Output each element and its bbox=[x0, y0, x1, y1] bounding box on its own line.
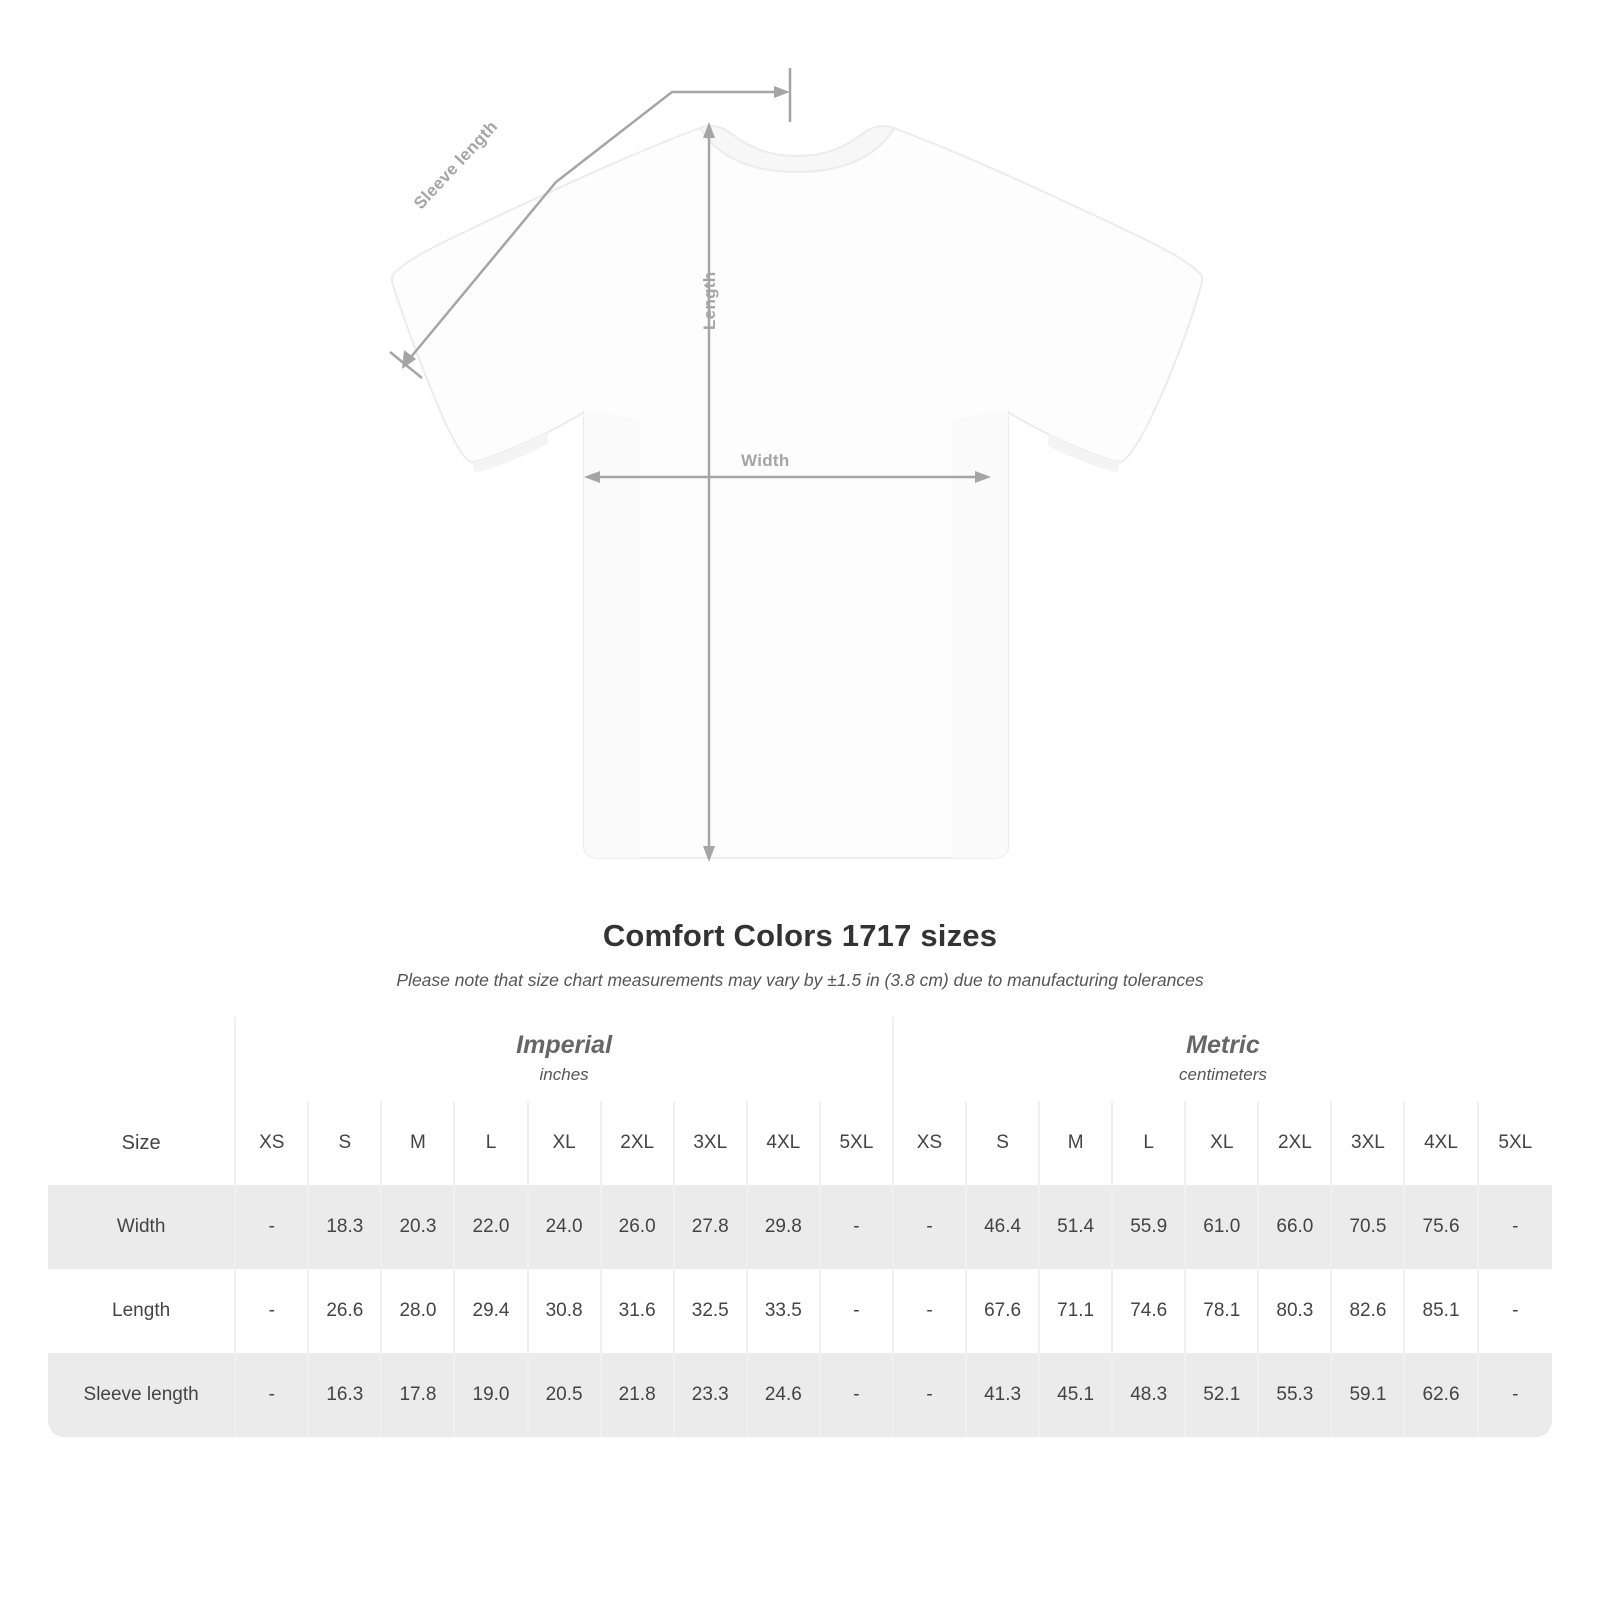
size-header-imperial-l: L bbox=[455, 1101, 528, 1185]
row-label-width: Width bbox=[48, 1185, 236, 1269]
cell-sleeve-metric-xs: - bbox=[894, 1353, 967, 1437]
cell-length-metric-xs: - bbox=[894, 1269, 967, 1353]
cell-length-metric-l: 74.6 bbox=[1113, 1269, 1186, 1353]
cell-sleeve-metric-l: 48.3 bbox=[1113, 1353, 1186, 1437]
sleeve-length-annotation-label: Sleeve length bbox=[410, 116, 502, 213]
cell-sleeve-imperial-5xl: - bbox=[821, 1353, 894, 1437]
cell-length-imperial-5xl: - bbox=[821, 1269, 894, 1353]
cell-sleeve-metric-s: 41.3 bbox=[967, 1353, 1040, 1437]
size-header-metric-xl: XL bbox=[1186, 1101, 1259, 1185]
cell-length-metric-xl: 78.1 bbox=[1186, 1269, 1259, 1353]
row-label-sleeve-length: Sleeve length bbox=[48, 1353, 236, 1437]
cell-width-metric-3xl: 70.5 bbox=[1332, 1185, 1405, 1269]
cell-length-imperial-xs: - bbox=[236, 1269, 309, 1353]
cell-length-metric-3xl: 82.6 bbox=[1332, 1269, 1405, 1353]
unit-header-row bbox=[48, 1017, 1552, 1101]
size-table-wrapper bbox=[48, 1017, 1552, 1437]
cell-width-imperial-xl: 24.0 bbox=[529, 1185, 602, 1269]
cell-width-metric-m: 51.4 bbox=[1040, 1185, 1113, 1269]
cell-width-imperial-l: 22.0 bbox=[455, 1185, 528, 1269]
size-header-metric-2xl: 2XL bbox=[1259, 1101, 1332, 1185]
cell-sleeve-metric-5xl: - bbox=[1479, 1353, 1552, 1437]
cell-width-imperial-s: 18.3 bbox=[309, 1185, 382, 1269]
size-header-imperial-xs: XS bbox=[236, 1101, 309, 1185]
size-header-imperial-xl: XL bbox=[529, 1101, 602, 1185]
cell-width-metric-xl: 61.0 bbox=[1186, 1185, 1259, 1269]
cell-sleeve-imperial-m: 17.8 bbox=[382, 1353, 455, 1437]
table-row bbox=[48, 1185, 1552, 1269]
size-header-imperial-2xl: 2XL bbox=[602, 1101, 675, 1185]
size-header-metric-5xl: 5XL bbox=[1479, 1101, 1552, 1185]
cell-sleeve-imperial-l: 19.0 bbox=[455, 1353, 528, 1437]
size-header-metric-l: L bbox=[1113, 1101, 1186, 1185]
tolerance-note: Please note that size chart measurements may vary by ±1.5 in (3.8 cm) due to manufacturing tolerances bbox=[396, 970, 1204, 990]
cell-length-metric-5xl: - bbox=[1479, 1269, 1552, 1353]
size-header-imperial-m: M bbox=[382, 1101, 455, 1185]
size-row-header: Size bbox=[48, 1101, 236, 1185]
size-chart-table bbox=[48, 1017, 1552, 1437]
cell-sleeve-metric-m: 45.1 bbox=[1040, 1353, 1113, 1437]
cell-length-metric-2xl: 80.3 bbox=[1259, 1269, 1332, 1353]
cell-sleeve-metric-4xl: 62.6 bbox=[1405, 1353, 1478, 1437]
size-header-imperial-5xl: 5XL bbox=[821, 1101, 894, 1185]
width-annotation-label: Width bbox=[741, 451, 790, 470]
cell-length-imperial-s: 26.6 bbox=[309, 1269, 382, 1353]
cell-length-metric-s: 67.6 bbox=[967, 1269, 1040, 1353]
cell-width-imperial-m: 20.3 bbox=[382, 1185, 455, 1269]
metric-unit-header bbox=[894, 1017, 1552, 1101]
cell-width-metric-xs: - bbox=[894, 1185, 967, 1269]
title-block bbox=[0, 918, 1600, 991]
metric-unit-name: Metric bbox=[1186, 1030, 1260, 1059]
cell-width-imperial-4xl: 29.8 bbox=[748, 1185, 821, 1269]
size-header-metric-s: S bbox=[967, 1101, 1040, 1185]
size-header-metric-xs: XS bbox=[894, 1101, 967, 1185]
table-row bbox=[48, 1269, 1552, 1353]
cell-length-metric-m: 71.1 bbox=[1040, 1269, 1113, 1353]
cell-sleeve-metric-xl: 52.1 bbox=[1186, 1353, 1259, 1437]
cell-length-imperial-2xl: 31.6 bbox=[602, 1269, 675, 1353]
cell-sleeve-metric-2xl: 55.3 bbox=[1259, 1353, 1332, 1437]
cell-sleeve-imperial-xl: 20.5 bbox=[529, 1353, 602, 1437]
cell-sleeve-metric-3xl: 59.1 bbox=[1332, 1353, 1405, 1437]
cell-length-imperial-xl: 30.8 bbox=[529, 1269, 602, 1353]
size-header-imperial-s: S bbox=[309, 1101, 382, 1185]
size-header-metric-m: M bbox=[1040, 1101, 1113, 1185]
cell-width-metric-5xl: - bbox=[1479, 1185, 1552, 1269]
table-row bbox=[48, 1353, 1552, 1437]
cell-length-metric-4xl: 85.1 bbox=[1405, 1269, 1478, 1353]
page-title: Comfort Colors 1717 sizes bbox=[602, 918, 998, 953]
cell-sleeve-imperial-3xl: 23.3 bbox=[675, 1353, 748, 1437]
size-header-metric-4xl: 4XL bbox=[1405, 1101, 1478, 1185]
cell-length-imperial-4xl: 33.5 bbox=[748, 1269, 821, 1353]
cell-width-imperial-2xl: 26.0 bbox=[602, 1185, 675, 1269]
cell-width-metric-s: 46.4 bbox=[967, 1185, 1040, 1269]
cell-width-imperial-3xl: 27.8 bbox=[675, 1185, 748, 1269]
size-header-imperial-3xl: 3XL bbox=[675, 1101, 748, 1185]
imperial-unit-header bbox=[236, 1017, 894, 1101]
cell-length-imperial-3xl: 32.5 bbox=[675, 1269, 748, 1353]
size-header-imperial-4xl: 4XL bbox=[748, 1101, 821, 1185]
size-header-row bbox=[48, 1101, 1552, 1185]
cell-sleeve-imperial-s: 16.3 bbox=[309, 1353, 382, 1437]
imperial-unit-sub: inches bbox=[539, 1065, 589, 1085]
cell-width-imperial-xs: - bbox=[236, 1185, 309, 1269]
metric-unit-sub: centimeters bbox=[1179, 1065, 1267, 1085]
cell-width-metric-2xl: 66.0 bbox=[1259, 1185, 1332, 1269]
cell-length-imperial-m: 28.0 bbox=[382, 1269, 455, 1353]
size-header-metric-3xl: 3XL bbox=[1332, 1101, 1405, 1185]
cell-sleeve-imperial-xs: - bbox=[236, 1353, 309, 1437]
cell-width-metric-l: 55.9 bbox=[1113, 1185, 1186, 1269]
imperial-unit-name: Imperial bbox=[516, 1030, 613, 1059]
length-annotation-label: Length bbox=[700, 271, 719, 330]
cell-width-metric-4xl: 75.6 bbox=[1405, 1185, 1478, 1269]
cell-length-imperial-l: 29.4 bbox=[455, 1269, 528, 1353]
cell-width-imperial-5xl: - bbox=[821, 1185, 894, 1269]
cell-sleeve-imperial-2xl: 21.8 bbox=[602, 1353, 675, 1437]
unit-corner-cell bbox=[48, 1017, 236, 1101]
row-label-length: Length bbox=[48, 1269, 236, 1353]
cell-sleeve-imperial-4xl: 24.6 bbox=[748, 1353, 821, 1437]
